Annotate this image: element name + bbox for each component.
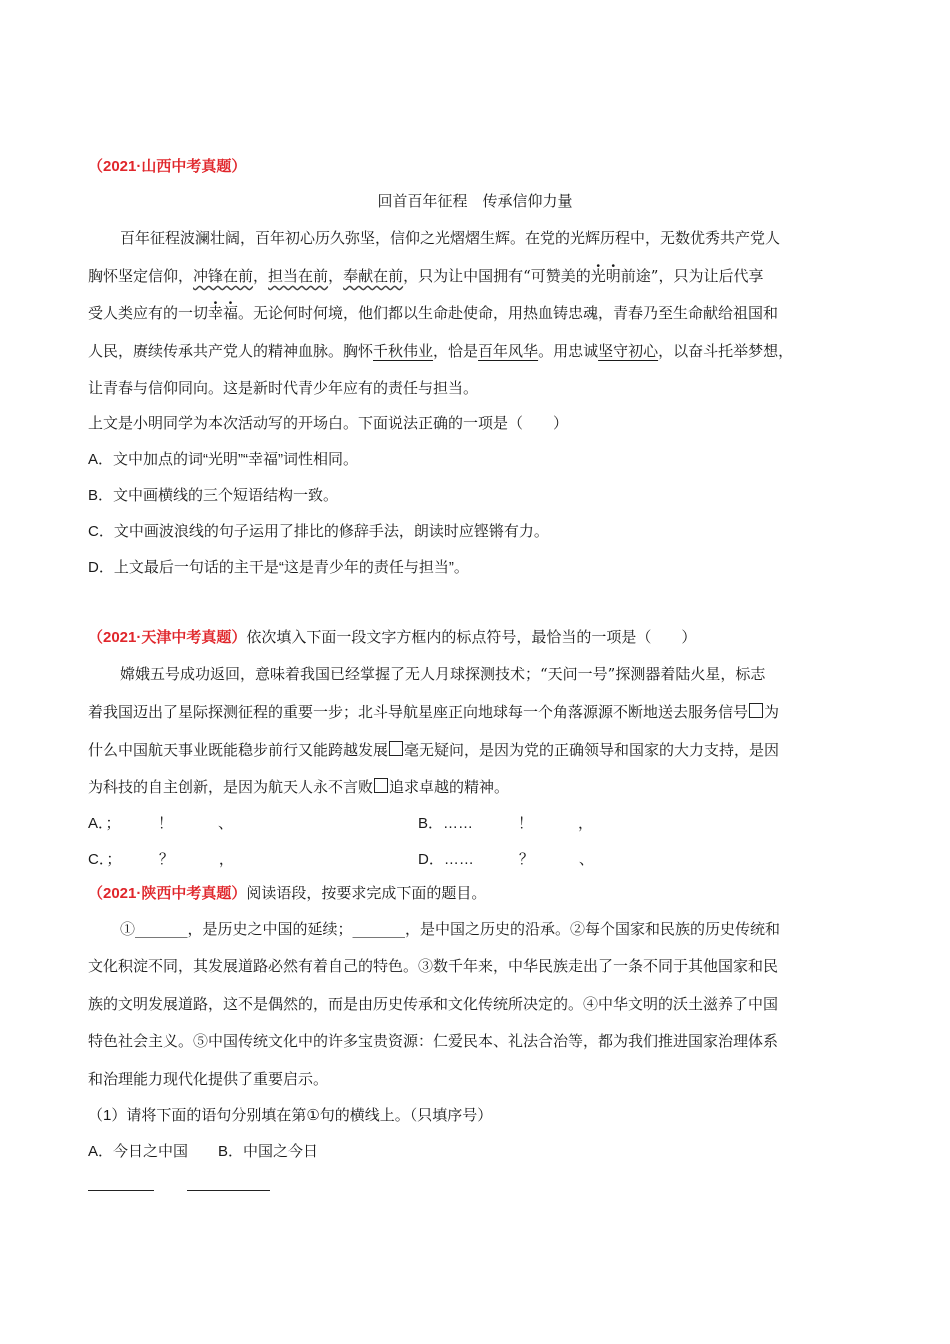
wavy-phrase: 冲锋在前 (193, 267, 254, 285)
q1-option-b: B．文中画横线的三个短语结构一致。 (88, 487, 339, 504)
dotted-char: 福 (223, 304, 239, 322)
q2-option-a: A．； ！ 、 (88, 815, 234, 832)
q1-passage-title: 回首百年征程 传承信仰力量 (377, 192, 573, 210)
q2-option-d: D．…… ？ 、 (418, 851, 594, 868)
q3-passage-line: 特色社会主义。⑤中国传统文化中的许多宝贵资源：仁爱民本、礼法合治等，都为我们推进国家治理体系 (88, 1032, 779, 1050)
q3-passage-line: 文化积淀不同，其发展道路必然有着自己的特色。③数千年来，中华民族走出了一条不同于其他国家和民 (88, 957, 779, 975)
q1-passage-line: 人民，赓续传承共产党人的精神血脉。胸怀千秋伟业，恰是百年风华。用忠诚坚守初心，以奋斗托举梦想， (88, 342, 794, 360)
q3-passage-line: 族的文明发展道路，这不是偶然的，而是由历史传承和文化传统所决定的。④中华文明的沃土滋养了中国 (88, 995, 779, 1013)
answer-blank-1[interactable] (88, 1190, 154, 1191)
q1-source: （2021·山西中考真题） (88, 158, 247, 175)
dotted-char: 幸 (208, 304, 224, 322)
q2-source: （2021·天津中考真题） (88, 629, 247, 646)
q3-source: （2021·陕西中考真题） (88, 885, 247, 902)
q2-passage-line: 着我国迈出了星际探测征程的重要一步；北斗导航星座正向地球每一个角落源源不断地送去服务信号 为 (88, 703, 780, 721)
punctuation-box (749, 703, 763, 718)
q3-subquestion-1: （1）请将下面的语句分别填在第①句的横线上。（只填序号） (88, 1107, 493, 1124)
q3-intro: 阅读语段，按要求完成下面的题目。 (246, 885, 487, 902)
answer-blank-2[interactable] (187, 1190, 270, 1191)
q1-option-d: D．上文最后一句话的主干是“这是青少年的责任与担当”。 (88, 559, 469, 576)
q3-passage-line: ①_______，是历史之中国的延续；_______，是中国之历史的沿承。②每个国家和民族的历史传统和 (120, 920, 781, 938)
wavy-phrase: 奉献在前 (343, 267, 404, 285)
dotted-char: 明 (605, 267, 621, 285)
q3-header (88, 882, 486, 903)
q2-passage-line: 为科技的自主创新，是因为航天人永不言败 追求卓越的精神。 (88, 778, 510, 796)
q3-passage-line: 和治理能力现代化提供了重要启示。 (88, 1070, 329, 1088)
q2-question: 依次填入下面一段文字方框内的标点符号，最恰当的一项是（ ） (246, 629, 697, 646)
q1-option-c: C．文中画波浪线的句子运用了排比的修辞手法，朗读时应铿锵有力。 (88, 523, 549, 540)
q2-passage-line: 什么中国航天事业既能稳步前行又能跨越发展 毫无疑问，是因为党的正确领导和国家的大力支持，是因 (88, 741, 780, 759)
q1-question: 上文是小明同学为本次活动写的开场白。下面说法正确的一项是（ ） (88, 415, 569, 432)
q2-option-c: C．； ？ ， (88, 851, 234, 868)
q2-header (88, 626, 696, 647)
underlined-phrase: 坚守初心 (598, 342, 659, 360)
q2-passage-line: 嫦娥五号成功返回，意味着我国已经掌握了无人月球探测技术；“天问一号”探测器着陆火星，标志 (120, 665, 766, 683)
q3-choices: A．今日之中国 B．中国之今日 (88, 1143, 319, 1160)
underlined-phrase: 千秋伟业 (373, 342, 434, 360)
q1-passage-line: 让青春与信仰同向。这是新时代青少年应有的责任与担当。 (88, 379, 479, 397)
dotted-char: 光 (590, 267, 606, 285)
punctuation-box (374, 778, 388, 793)
q1-passage-line: 受人类应有的一切幸福。无论何时何境，他们都以生命赴使命，用热血铸忠魂，青春乃至生命献给祖国和 (88, 304, 779, 322)
q1-option-a: A．文中加点的词“光明”“幸福”词性相同。 (88, 451, 358, 468)
q1-passage-line: 百年征程波澜壮阔，百年初心历久弥坚，信仰之光熠熠生辉。在党的光辉历程中，无数优秀共产党人 (120, 229, 781, 247)
q1-passage-line: 胸怀坚定信仰，冲锋在前，担当在前，奉献在前，只为让中国拥有“可赞美的光明前途”，只为让后代享 (88, 267, 764, 285)
punctuation-box (389, 741, 403, 756)
underlined-phrase: 百年风华 (478, 342, 539, 360)
wavy-phrase: 担当在前 (268, 267, 329, 285)
q2-option-b: B．…… ！ ， (418, 815, 594, 832)
